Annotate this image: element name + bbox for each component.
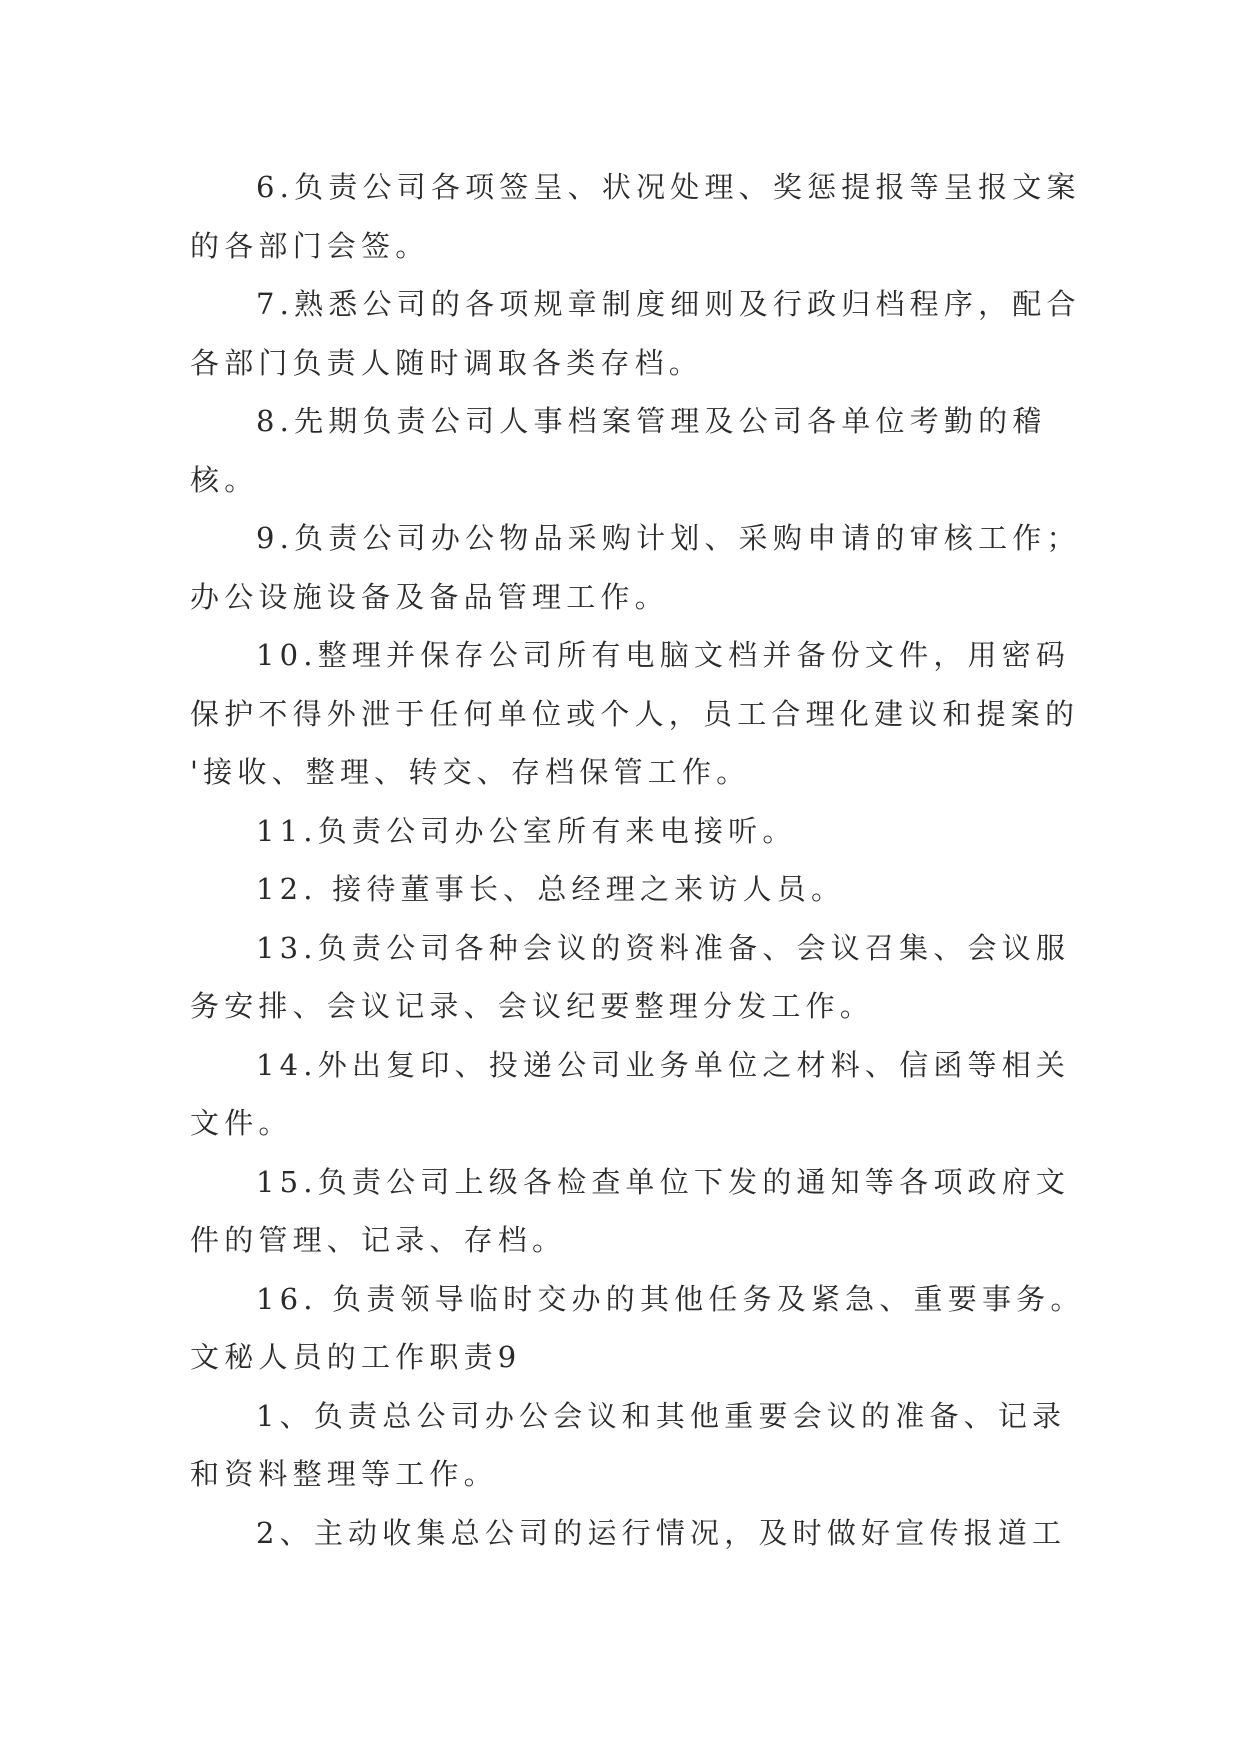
- document-body: [190, 158, 1085, 1562]
- text-line: 核。: [190, 462, 259, 497]
- text-line: 的各部门会签。: [190, 228, 430, 263]
- text-line: 12. 接待董事长、总经理之来访人员。: [256, 872, 846, 906]
- text-line: 和资料整理等工作。: [190, 1457, 498, 1491]
- text-line: '接收、整理、转交、存档保管工作。: [190, 755, 751, 789]
- text-line: 2、主动收集总公司的运行情况，及时做好宣传报道工: [256, 1515, 1067, 1550]
- text-line: 件的管理、记录、存档。: [190, 1223, 567, 1257]
- text-line: 办公设施设备及备品管理工作。: [190, 579, 669, 614]
- text-line: 11.负责公司办公室所有来电接听。: [256, 813, 797, 848]
- text-line: 10.整理并保存公司所有电脑文档并备份文件，用密码: [256, 638, 1071, 672]
- text-line: 15.负责公司上级各检查单位下发的通知等各项政府文: [256, 1164, 1071, 1199]
- text-line: 文件。: [190, 1106, 293, 1140]
- text-line: 1、负责总公司办公会议和其他重要会议的准备、记录: [256, 1398, 1067, 1433]
- text-line: 保护不得外泄于任何单位或个人，员工合理化建议和提案的: [190, 696, 1080, 731]
- text-line: 各部门负责人随时调取各类存档。: [190, 345, 704, 380]
- text-line: 16. 负责领导临时交办的其他任务及紧急、重要事务。: [256, 1281, 1085, 1316]
- text-line: 9.负责公司办公物品采购计划、采购申请的审核工作；: [256, 521, 1081, 555]
- section-heading: 文秘人员的工作职责9: [190, 1340, 522, 1374]
- text-line: 13.负责公司各种会议的资料准备、会议召集、会议服: [256, 930, 1071, 965]
- text-line: 6.负责公司各项签呈、状况处理、奖惩提报等呈报文案: [256, 170, 1081, 204]
- text-line: 14.外出复印、投递公司业务单位之材料、信函等相关: [256, 1047, 1071, 1082]
- text-line: 8.先期负责公司人事档案管理及公司各单位考勤的稽: [256, 404, 1047, 438]
- text-line: 7.熟悉公司的各项规章制度细则及行政归档程序，配合: [256, 287, 1081, 321]
- text-line: 务安排、会议记录、会议纪要整理分发工作。: [190, 989, 875, 1023]
